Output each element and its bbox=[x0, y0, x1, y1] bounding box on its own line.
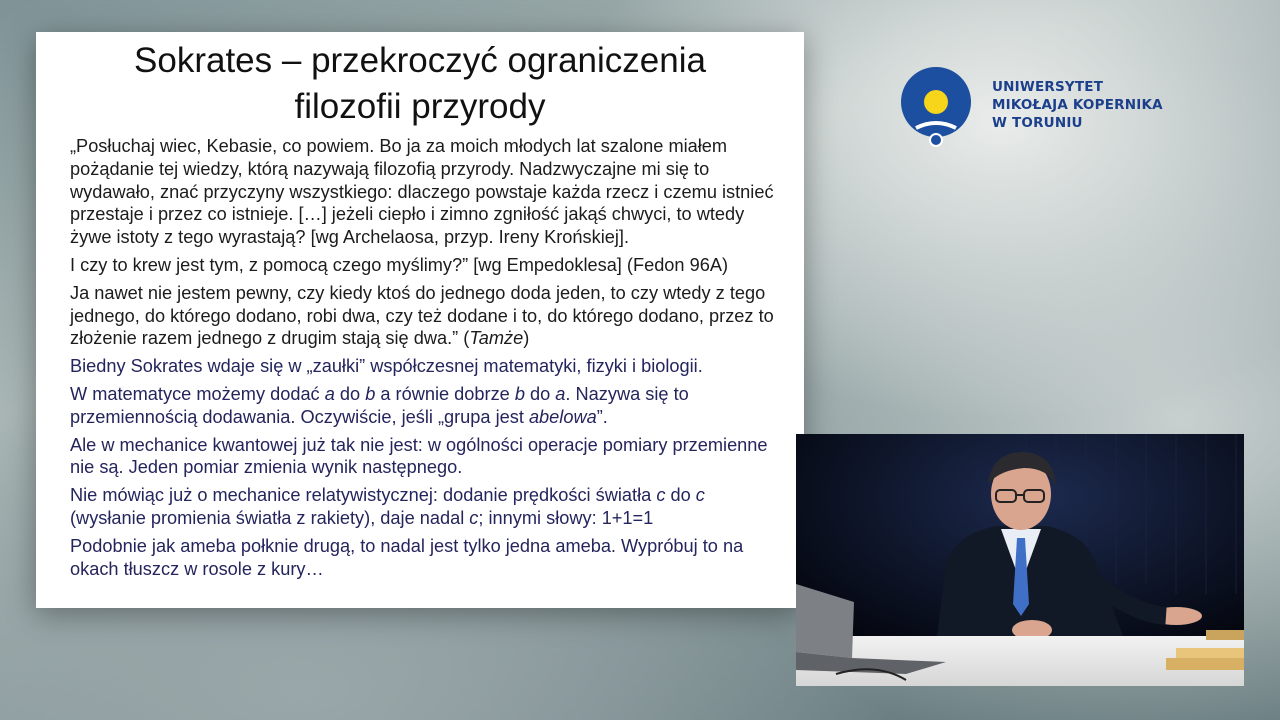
p3-text: Ja nawet nie jestem pewny, czy kiedy ktoś do jednego doda jeden, to czy wtedy z tego jednego, do którego dodano, robi dwa, czy też dodane i to, do którego dodano, przez to złożenie razem jednego z drugim stają się dwa.” ( bbox=[70, 282, 774, 349]
logo-line-1: UNIWERSYTET bbox=[992, 79, 1104, 95]
p7-text-3: (wysłanie promienia światła z rakiety), daje nadal bbox=[70, 507, 470, 528]
commentary-paragraph-1: Biedny Sokrates wdaje się w „zaułki” współczesnej matematyki, fizyki i biologii. bbox=[70, 356, 703, 377]
p5-text-2: do bbox=[334, 383, 366, 404]
presenter-scene bbox=[796, 434, 1244, 686]
p3-end: ) bbox=[523, 328, 530, 349]
logo-line-3: W TORUNIU bbox=[992, 115, 1083, 131]
p7-var-c3: c bbox=[469, 507, 479, 528]
presenter-video-feed bbox=[796, 434, 1244, 686]
p5-var-a2: a bbox=[555, 383, 566, 404]
quote-paragraph-2: I czy to krew jest tym, z pomocą czego myślimy?” [wg Empedoklesa] (Fedon 96A) bbox=[70, 254, 729, 275]
quote-paragraph-3 bbox=[70, 282, 784, 350]
slide-title-line1: Sokrates – przekroczyć ograniczenia bbox=[134, 41, 706, 80]
p5-var-b: b bbox=[365, 383, 376, 404]
p7-text-2: do bbox=[665, 485, 696, 506]
p7-var-c: c bbox=[656, 485, 666, 506]
p7-text-4: ; innymi słowy: 1+1=1 bbox=[478, 507, 654, 528]
commentary-paragraph-3: Ale w mechanice kwantowej już tak nie jest: w ogólności operacje pomiary przemienne nie są. Jeden pomiar zmienia wynik następnego. bbox=[70, 434, 768, 478]
commentary-paragraph-4 bbox=[70, 484, 784, 530]
p5-abelowa: abelowa bbox=[528, 406, 597, 427]
commentary-paragraph-5: Podobnie jak ameba połknie drugą, to nadal jest tylko jedna ameba. Wypróbuj to na okach tłuszcz w rosole z kury… bbox=[70, 535, 744, 579]
slide-title bbox=[70, 38, 784, 130]
p5-text-3: a równie dobrze bbox=[375, 383, 515, 404]
p5-text-4: do bbox=[524, 383, 556, 404]
commentary-paragraph-2 bbox=[70, 383, 784, 429]
p5-var-b2: b bbox=[514, 383, 525, 404]
logo-line-2: MIKOŁAJA KOPERNIKA bbox=[992, 97, 1163, 113]
p5-text-6: ”. bbox=[596, 406, 608, 427]
slide-title-line2: filozofii przyrody bbox=[294, 87, 546, 126]
p3-italic: Tamże bbox=[469, 328, 524, 349]
p5-text-1: W matematyce możemy dodać bbox=[70, 383, 325, 404]
p5-text-5: . Nazywa się to przemiennością dodawania. Oczywiście, jeśli „grupa jest bbox=[70, 383, 689, 427]
umk-logo-icon bbox=[900, 66, 976, 150]
presentation-slide bbox=[36, 32, 804, 608]
quote-paragraph-1: „Posłuchaj wiec, Kebasie, co powiem. Bo ja za moich młodych lat szalone miałem pożądanie tej wiedzy, którą nazywają filozofią przyrody. Nadzwyczajne mi się to wydawało, znać przyczyny wszystkiego: dlaczego powstaje każda rzecz i czemu istnieć przestaje i przez co istnieje. […] jeżeli ciepło i zimno zgniłość jakąś chwyci, to wtedy żywe istoty z tego wyrastają? [wg Archelaosa, przyp. Ireny Krońskiej]. bbox=[70, 136, 774, 248]
p5-var-a: a bbox=[324, 383, 335, 404]
university-logo bbox=[900, 66, 1220, 150]
p7-text-1: Nie mówiąc już o mechanice relatywistycznej: dodanie prędkości światła bbox=[70, 485, 657, 506]
p7-var-c2: c bbox=[695, 485, 705, 506]
university-name bbox=[992, 78, 1163, 132]
